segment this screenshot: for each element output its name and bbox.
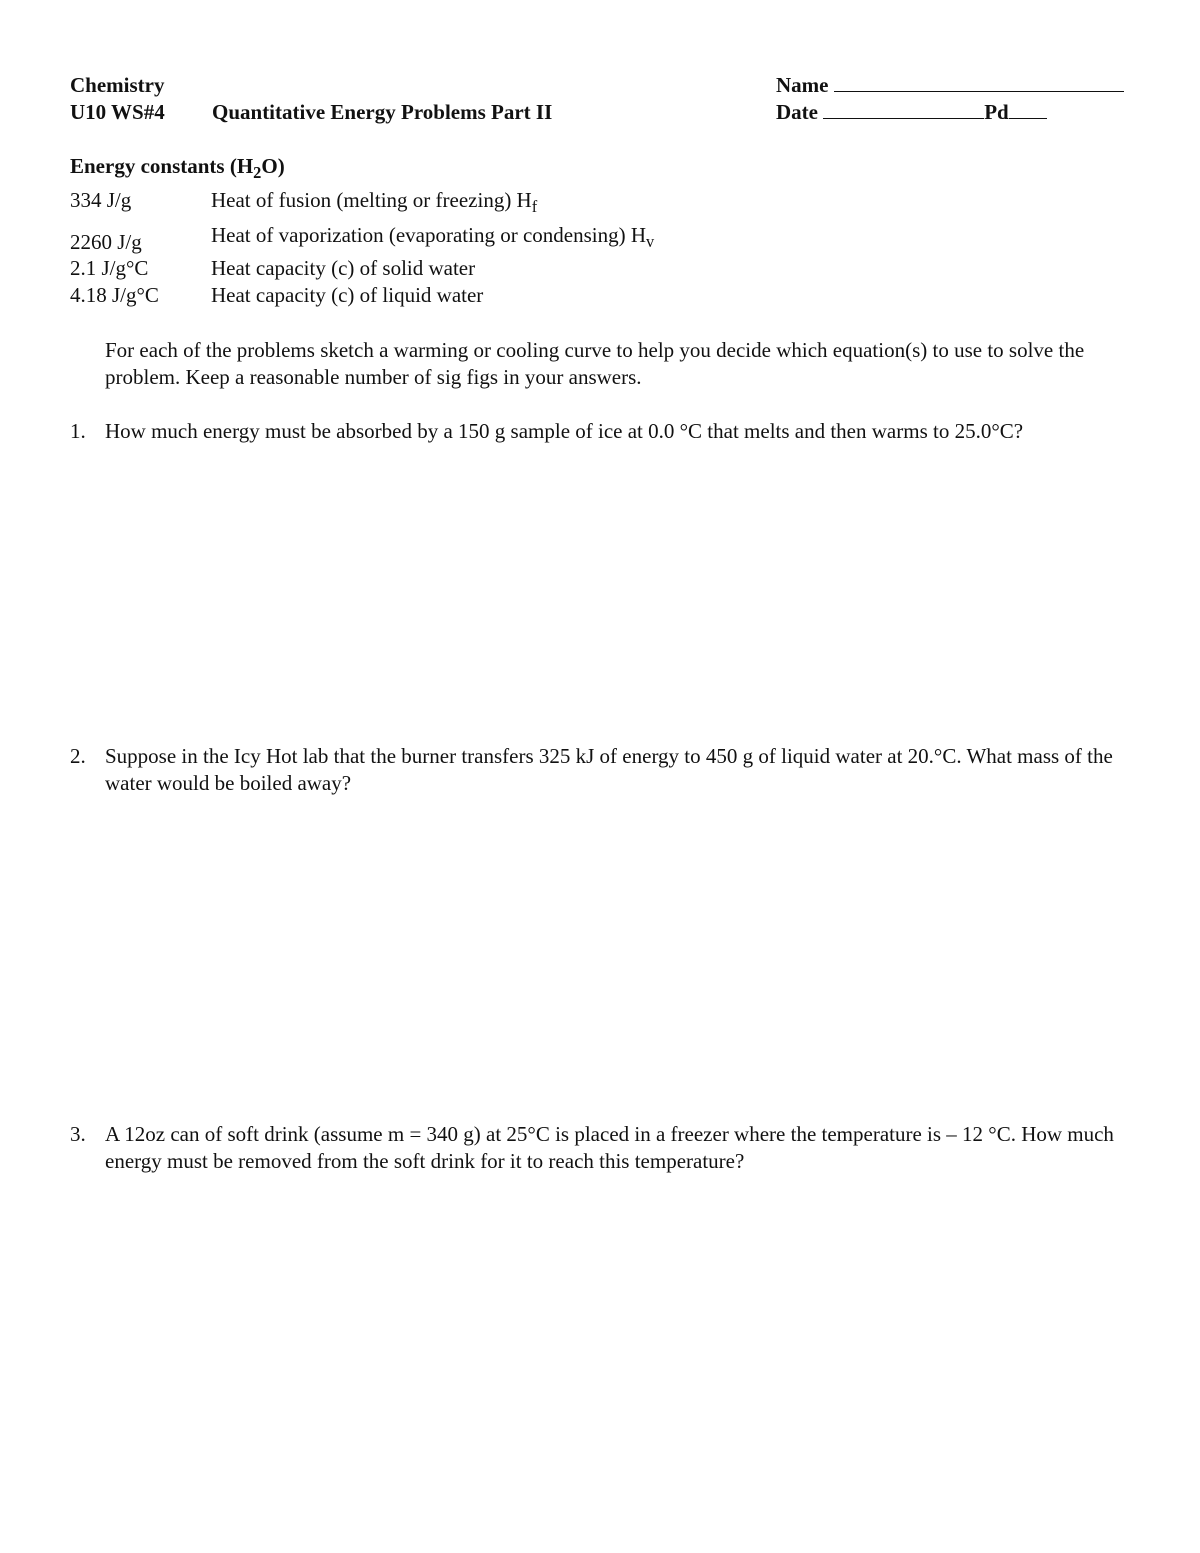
constant-value: 2.1 J/g°C: [70, 256, 149, 280]
name-blank[interactable]: [834, 73, 1124, 92]
constant-value: 334 J/g: [70, 188, 132, 212]
constant-description: Heat of vaporization (evaporating or condensing) $H_v$: [211, 223, 655, 252]
constants-heading: Energy constants $(H_2O)$: [70, 154, 285, 183]
question-text: Suppose in the Icy Hot lab that the burner transfers 325 kJ of energy to 450 g of liquid water at 20.°C. What mass of the water would be boiled away?: [105, 744, 1113, 795]
name-label: Name: [776, 73, 829, 97]
constant-value: 4.18 J/g°C: [70, 283, 159, 307]
course-title: Chemistry: [70, 73, 165, 97]
date-field[interactable]: [776, 99, 1047, 126]
period-blank[interactable]: [1009, 100, 1047, 119]
date-blank[interactable]: [823, 100, 984, 119]
constant-description: Heat capacity (c) of liquid water: [211, 283, 484, 307]
instructions-paragraph: For each of the problems sketch a warming or cooling curve to help you decide which equation(s) to use to solve the problem. Keep a reasonable number of sig figs in your answers.: [105, 338, 1085, 389]
date-label: Date: [776, 100, 818, 124]
question-number: 1.: [70, 419, 86, 443]
question-number: 3.: [70, 1122, 86, 1146]
worksheet-title: Quantitative Energy Problems Part II: [212, 100, 553, 124]
unit-label: U10 WS#4: [70, 100, 165, 124]
name-field[interactable]: [776, 72, 1124, 99]
period-label: Pd: [984, 100, 1009, 124]
constant-value: 2260 J/g: [70, 230, 142, 254]
constant-description: Heat capacity (c) of solid water: [211, 256, 476, 280]
question-text: How much energy must be absorbed by a 150 g sample of ice at 0.0 °C that melts and then warms to 25.0°C?: [105, 419, 1024, 443]
constant-description: Heat of fusion (melting or freezing) $H_f$: [211, 188, 538, 217]
question-number: 2.: [70, 744, 86, 768]
question-text: A 12oz can of soft drink (assume m = 340 g) at 25°C is placed in a freezer where the temperature is – 12 °C. How much energy must be removed from the soft drink for it to reach this temperature?: [105, 1122, 1114, 1173]
